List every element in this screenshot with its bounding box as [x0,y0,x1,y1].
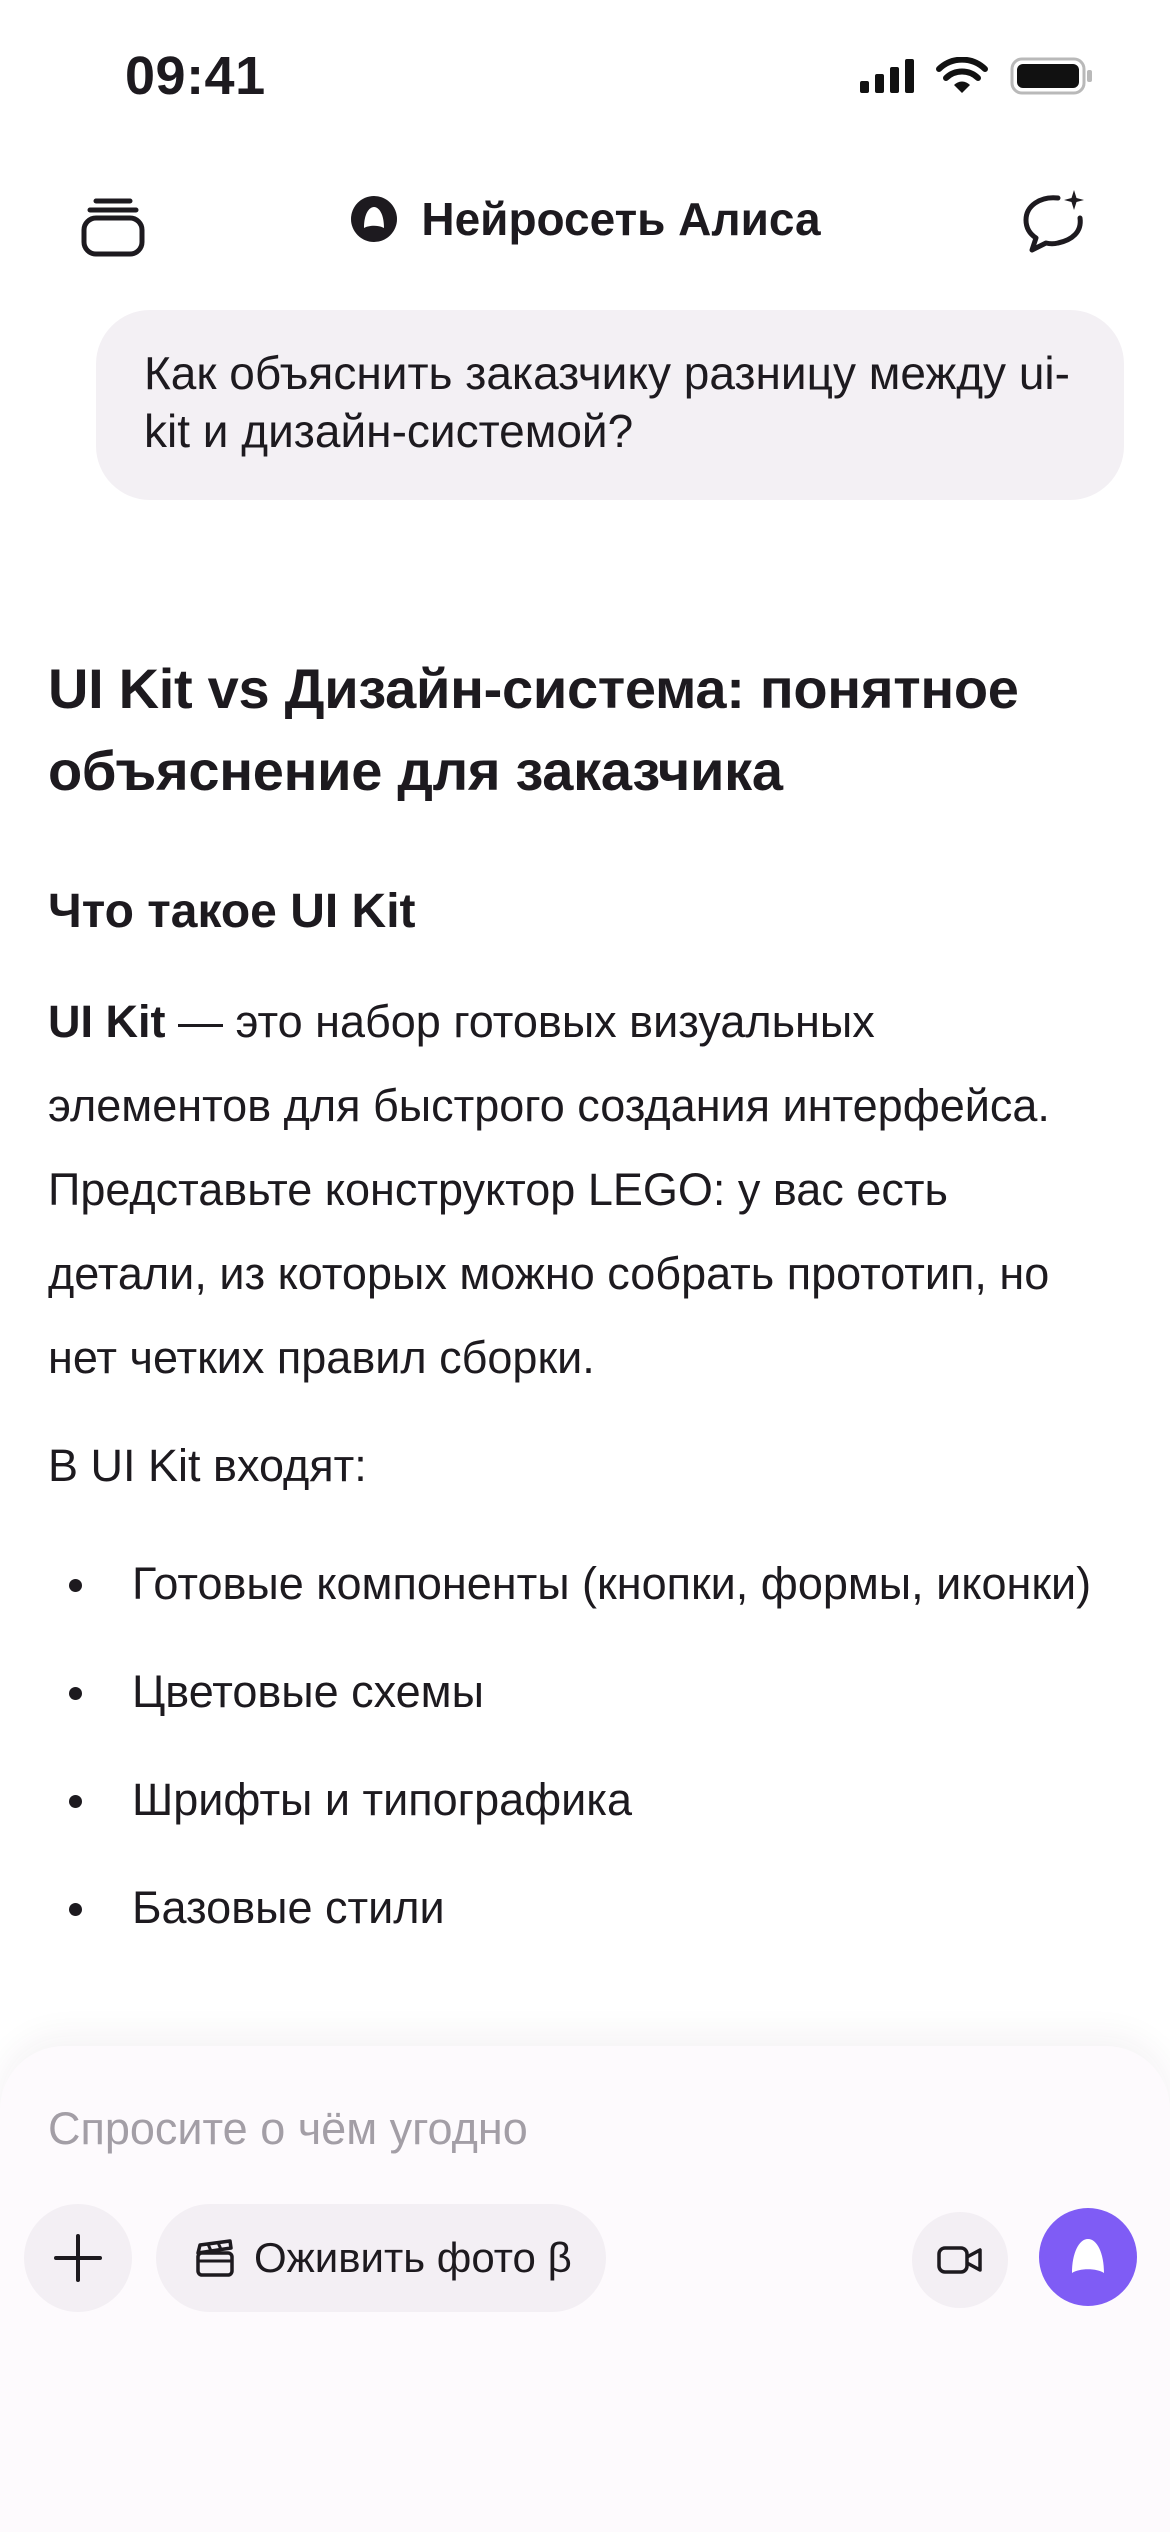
bullet-icon [69,1903,82,1916]
animate-photo-button[interactable] [156,2204,606,2312]
bullet-list [48,1542,1108,1950]
list-item: Базовые стили [48,1866,1108,1950]
bullet-icon [69,1579,82,1592]
message-input[interactable] [48,2094,1048,2164]
video-camera-icon [936,2240,984,2280]
list-intro: В UI Kit входят: [48,1440,367,1491]
clapperboard-icon [194,2237,236,2279]
page-title: Нейросеть Алиса [421,193,821,245]
user-message-bubble: Как объяснить заказчику разницу между ui-kit и дизайн-системой? [96,310,1124,500]
section-heading: Что такое UI Kit [48,885,416,938]
cellular-signal-icon [860,59,914,93]
list-item: Шрифты и типографика [48,1758,1108,1842]
assistant-answer [48,648,1108,1974]
video-call-button[interactable] [912,2212,1008,2308]
bullet-icon [69,1687,82,1700]
wifi-icon [936,57,988,95]
bullet-icon [69,1795,82,1808]
alice-logo-icon [349,194,399,244]
answer-title: UI Kit vs Дизайн-система: понятное объяснение для заказчика [48,657,1019,802]
new-chat-icon [1018,188,1090,260]
answer-paragraph [48,980,1108,1400]
battery-icon [1010,56,1094,96]
list-item: Цветовые схемы [48,1650,1108,1734]
app-header [0,170,1170,280]
list-item: Готовые компоненты (кнопки, формы, иконки) [48,1542,1108,1626]
status-icons [860,56,1094,96]
alice-voice-button[interactable] [1039,2208,1137,2306]
attach-button[interactable] [24,2204,132,2312]
plus-icon [52,2232,104,2284]
bold-term: UI Kit [48,996,166,1047]
animate-photo-label: Оживить фото β [254,2234,572,2281]
alice-logo-icon [1060,2229,1116,2285]
header-title-group [0,192,1170,246]
status-bar [0,0,1170,150]
new-chat-button[interactable] [1018,188,1090,260]
message-composer [0,2046,1170,2532]
paragraph-text: — это набор готовых визуальных элементов для быстрого создания интерфейса. Представьте конструктор LEGO: у вас есть детали, из которых можно собрать прототип, но нет четких правил сборки. [48,996,1050,1383]
status-time: 09:41 [125,46,266,106]
